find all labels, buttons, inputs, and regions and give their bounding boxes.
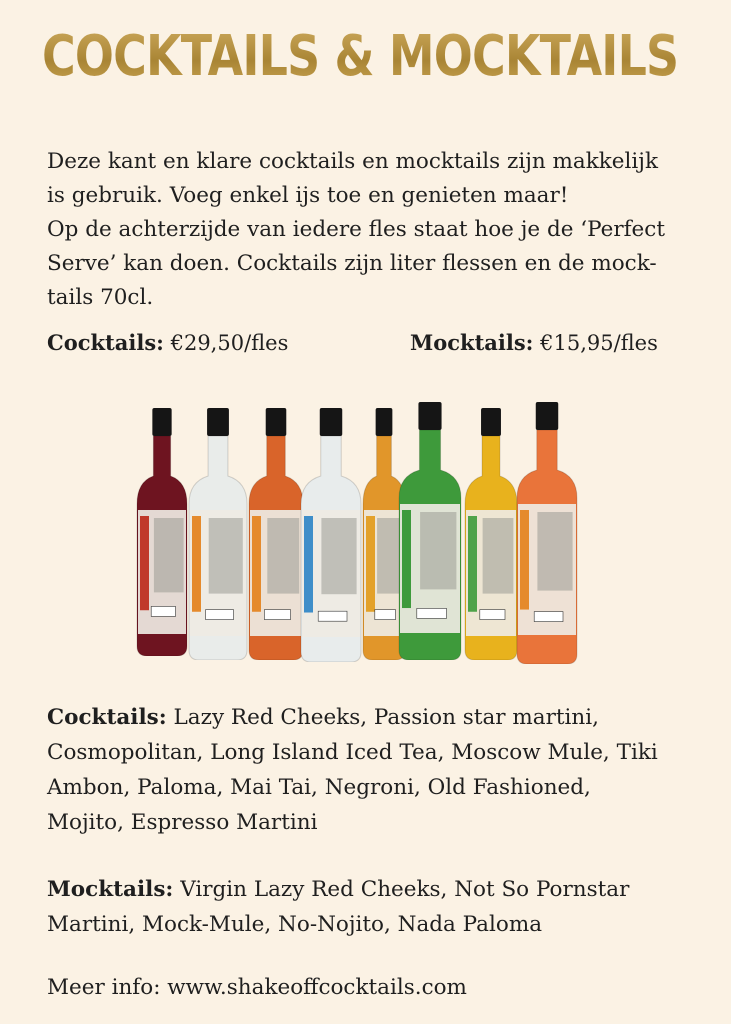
bottle-lineup-image	[135, 400, 595, 670]
bottle-long-island-iced-tea	[299, 408, 363, 662]
bottle-paloma	[515, 402, 579, 664]
bottle-tiki-ambon	[397, 402, 463, 660]
mocktails-list	[47, 872, 707, 942]
intro-line: Deze kant en klare cocktails en mocktails zijn makkelijk	[47, 149, 658, 174]
intro-line: tails 70cl.	[47, 285, 154, 310]
cocktails-list-label: Cocktails:	[47, 705, 167, 730]
more-info: Meer info: www.shakeoffcocktails.com	[47, 975, 467, 1000]
cocktails-price	[47, 330, 288, 355]
cocktails-list-line: Lazy Red Cheeks, Passion star martini,	[166, 705, 599, 730]
intro-line: Serve’ kan doen. Cocktails zijn liter flessen en de mock-	[47, 251, 657, 276]
cocktails-list	[47, 700, 707, 840]
mocktails-price-label: Mocktails:	[410, 330, 534, 355]
intro-text	[47, 145, 697, 315]
cocktails-list-line: Ambon, Paloma, Mai Tai, Negroni, Old Fashioned,	[47, 775, 591, 800]
mocktails-price-value: €15,95/fles	[540, 331, 658, 355]
bottle-moscow-mule	[187, 408, 249, 660]
cocktails-price-label: Cocktails:	[47, 330, 164, 355]
page-title: COCKTAILS & MOCKTAILS	[42, 24, 679, 89]
mocktails-list-line: Martini, Mock-Mule, No-Nojito, Nada Paloma	[47, 912, 543, 937]
intro-line: Op de achterzijde van iedere fles staat hoe je de ‘Perfect	[47, 217, 665, 242]
bottle-pornstar-martini	[247, 408, 305, 660]
cocktails-list-line: Cosmopolitan, Long Island Iced Tea, Moscow Mule, Tiki	[47, 740, 658, 765]
mocktails-list-label: Mocktails:	[47, 877, 174, 902]
cocktails-price-value: €29,50/fles	[170, 331, 289, 355]
cocktails-list-line: Mojito, Espresso Martini	[47, 810, 318, 835]
intro-line: is gebruik. Voeg enkel ijs toe en genieten maar!	[47, 183, 569, 208]
bottle-lazy-red-cheeks	[135, 408, 189, 656]
mocktails-list-line: Virgin Lazy Red Cheeks, Not So Pornstar	[173, 877, 630, 902]
bottle-mojito	[463, 408, 519, 660]
mocktails-price	[410, 330, 658, 355]
